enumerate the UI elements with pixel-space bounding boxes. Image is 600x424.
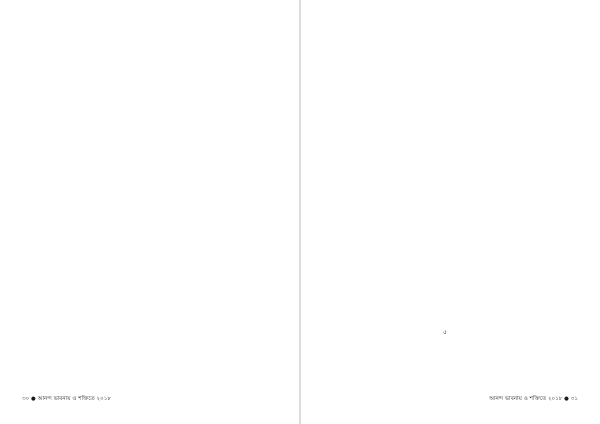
- left-column-3: [201, 14, 284, 382]
- right-page-columns: [316, 14, 578, 382]
- left-page-footer: ৩০ ● আনন্দ ভাবনায় ও শক্তিতে ২০১৮: [22, 396, 111, 402]
- right-page: [300, 0, 600, 424]
- right-column-2: [406, 14, 489, 382]
- left-column-2: [112, 14, 195, 382]
- right-column-1: [316, 14, 399, 382]
- right-page-footer: আনন্দ ভাবনায় ও শক্তিতে ২০১৮ ● ৩১: [489, 396, 578, 402]
- left-page-columns: [22, 14, 284, 382]
- section-number: ৫: [443, 329, 447, 336]
- left-column-1: [22, 14, 105, 382]
- right-column-3: [495, 14, 578, 382]
